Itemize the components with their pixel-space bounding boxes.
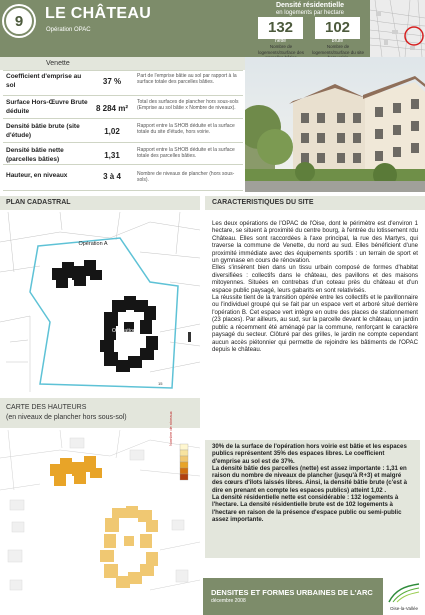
- caracteristiques-text: [212, 220, 418, 353]
- density-title: Densité résidentielle: [275, 2, 345, 9]
- footer-title: DENSITES ET FORMES URBAINES DE L'ARC: [211, 588, 373, 597]
- stat-value: 1,31: [104, 151, 120, 160]
- height-legend: [180, 444, 188, 480]
- density-brute-note: Nombre de logements/Surface du site: [311, 44, 365, 55]
- stat-description: Total des surfaces de plancher hors sous-sols (Emprise au sol bâtie x Nombre de niveaux).: [137, 99, 239, 112]
- caracteristiques-paragraph: Elles s'insèrent bien dans un tissu urbain composé de formes d'habitat diversifiées : collectifs dans le château, des pavillons et des maisons mitoyennes. Situées en contrebas d'un coteau près du château et d'un espace public paysagé, leurs gabarits en sont relativisés.: [212, 264, 418, 294]
- stat-description: Rapport entre la SHOB déduite et la surface totale du site d'étude, hors voirie.: [137, 123, 235, 136]
- stat-description: Part de l'emprise bâtie au sol par rapport à la surface totale des parcelles bâties.: [137, 73, 237, 86]
- density-net-value: 132: [258, 17, 303, 39]
- stat-value: 1,02: [104, 127, 120, 136]
- stat-value: 3 à 4: [103, 172, 121, 181]
- page-title: LE CHÂTEAU: [45, 5, 152, 22]
- site-photo: [245, 57, 425, 192]
- commune-name: Venette: [46, 60, 70, 67]
- density-subtitle: en logements par hectare: [275, 10, 345, 16]
- stat-label: Surface Hors-Œuvre Brute déduite: [6, 99, 88, 115]
- page-subtitle: Opération OPAC: [46, 27, 91, 33]
- summary-text: [212, 443, 413, 523]
- hauteurs-title: CARTE DES HAUTEURS: [6, 404, 87, 411]
- summary-paragraph: La densité bâtie des parcelles (nette) est assez importante : 1,31 en raison du nombre de niveaux de plancher (jusqu'à R+3) et malgré des cœurs d'îlots laissés libres. Ainsi, la densité bâtie brute (c'est à dire en prenant en compte les espaces publics) atteint 1,02 .: [212, 464, 408, 494]
- stat-label: Densité bâtie nette (parcelles bâties): [6, 147, 64, 163]
- legend-title: Nombre de niveaux: [168, 411, 173, 446]
- stat-value: 37 %: [102, 77, 122, 86]
- scale-label: 15: [158, 381, 163, 386]
- label-operation-b: Opération B: [111, 328, 137, 341]
- caracteristiques-paragraph: Les deux opérations de l'OPAC de l'Oise, dont le périmètre est d'environ 1 hectare, se situent à proximité du centre bourg, à l'entrée du lotissement rdu Château. Elles sont raccordées à l'axe principal, la rue des Martyrs, qui traverse la commune de Venette, du nord au sud. Elles bénéficient d'une proximité immédiate avec des équipements sportifs : un terrain de sport et un gymnase en cours de rénovation.: [212, 220, 418, 265]
- density-brute-label: brute: [331, 38, 344, 44]
- stat-row-densite-nette: [3, 142, 243, 164]
- footer-date: décembre 2008: [211, 598, 246, 604]
- stat-description: Nombre de niveaux de plancher (hors sous-sols).: [137, 171, 235, 184]
- cadastral-map: [0, 212, 200, 396]
- commune-bar: [0, 57, 245, 70]
- heights-map: [0, 430, 200, 615]
- caracteristiques-paragraph: La réussite tient de la transition opérée entre les collectifs et le pavillonnaire ou l'individuel groupé qui se fait par un espace vert et arboré situé derrière l'opération B. Cet espace vert intègre en outre des places de stationnement (23 places). Par ailleurs, au sud, sur la parcelle devant le château, un jardin public a récemment été aménagé par la commune, renforçant le caractère paysagé du secteur. Clôturé par des grilles, le jardin ne compte cependant aucun accès piétonnier qui permette de rejoindre les bâtiments de l'OPAC depuis le château.: [212, 294, 418, 353]
- cadastral-title: PLAN CADASTRAL: [6, 199, 71, 206]
- stat-value: 8 284 m²: [95, 104, 129, 113]
- stat-row-shob: [3, 95, 243, 117]
- summary-paragraph: La densité résidentielle nette est considérable : 132 logements à l'hectare. La densité résidentielle brute est de 102 logements à l'hectare en raison de la présence d'espace public ou semi-public assez importante.: [212, 494, 402, 523]
- location-map: [370, 0, 425, 57]
- density-heading: [256, 2, 364, 17]
- density-brute-value: 102: [315, 17, 360, 39]
- caracteristiques-title: CARACTERISTIQUES DU SITE: [212, 199, 314, 206]
- stat-description: Rapport entre la SHOB déduite et la surface totale des parcelles bâties.: [137, 147, 235, 160]
- stat-row-hauteur: [3, 164, 243, 191]
- stat-row-emprise: [3, 70, 243, 92]
- summary-paragraph: 30% de la surface de l'opération hors voirie est bâtie et les espaces publics représentent 35% des espaces libres. Le coefficient d'emprise au sol est de 37%.: [212, 443, 407, 465]
- density-net-note: Nombre de logements/Surface des: [257, 44, 305, 55]
- density-net-label: nette: [274, 38, 287, 44]
- stat-row-densite-brute: [3, 118, 243, 140]
- logo-text: Oise-la-Vallée: [390, 606, 418, 611]
- stat-label: Hauteur, en niveaux: [6, 172, 68, 179]
- stat-label: Coefficient d'emprise au sol: [6, 73, 82, 89]
- hauteurs-subtitle: (en niveaux de plancher hors sous-sol): [6, 414, 127, 421]
- stat-label: Densité bâtie brute (site d'étude): [6, 123, 80, 139]
- label-operation-a: Opération A: [78, 241, 108, 247]
- sheet-number: 9: [4, 6, 34, 36]
